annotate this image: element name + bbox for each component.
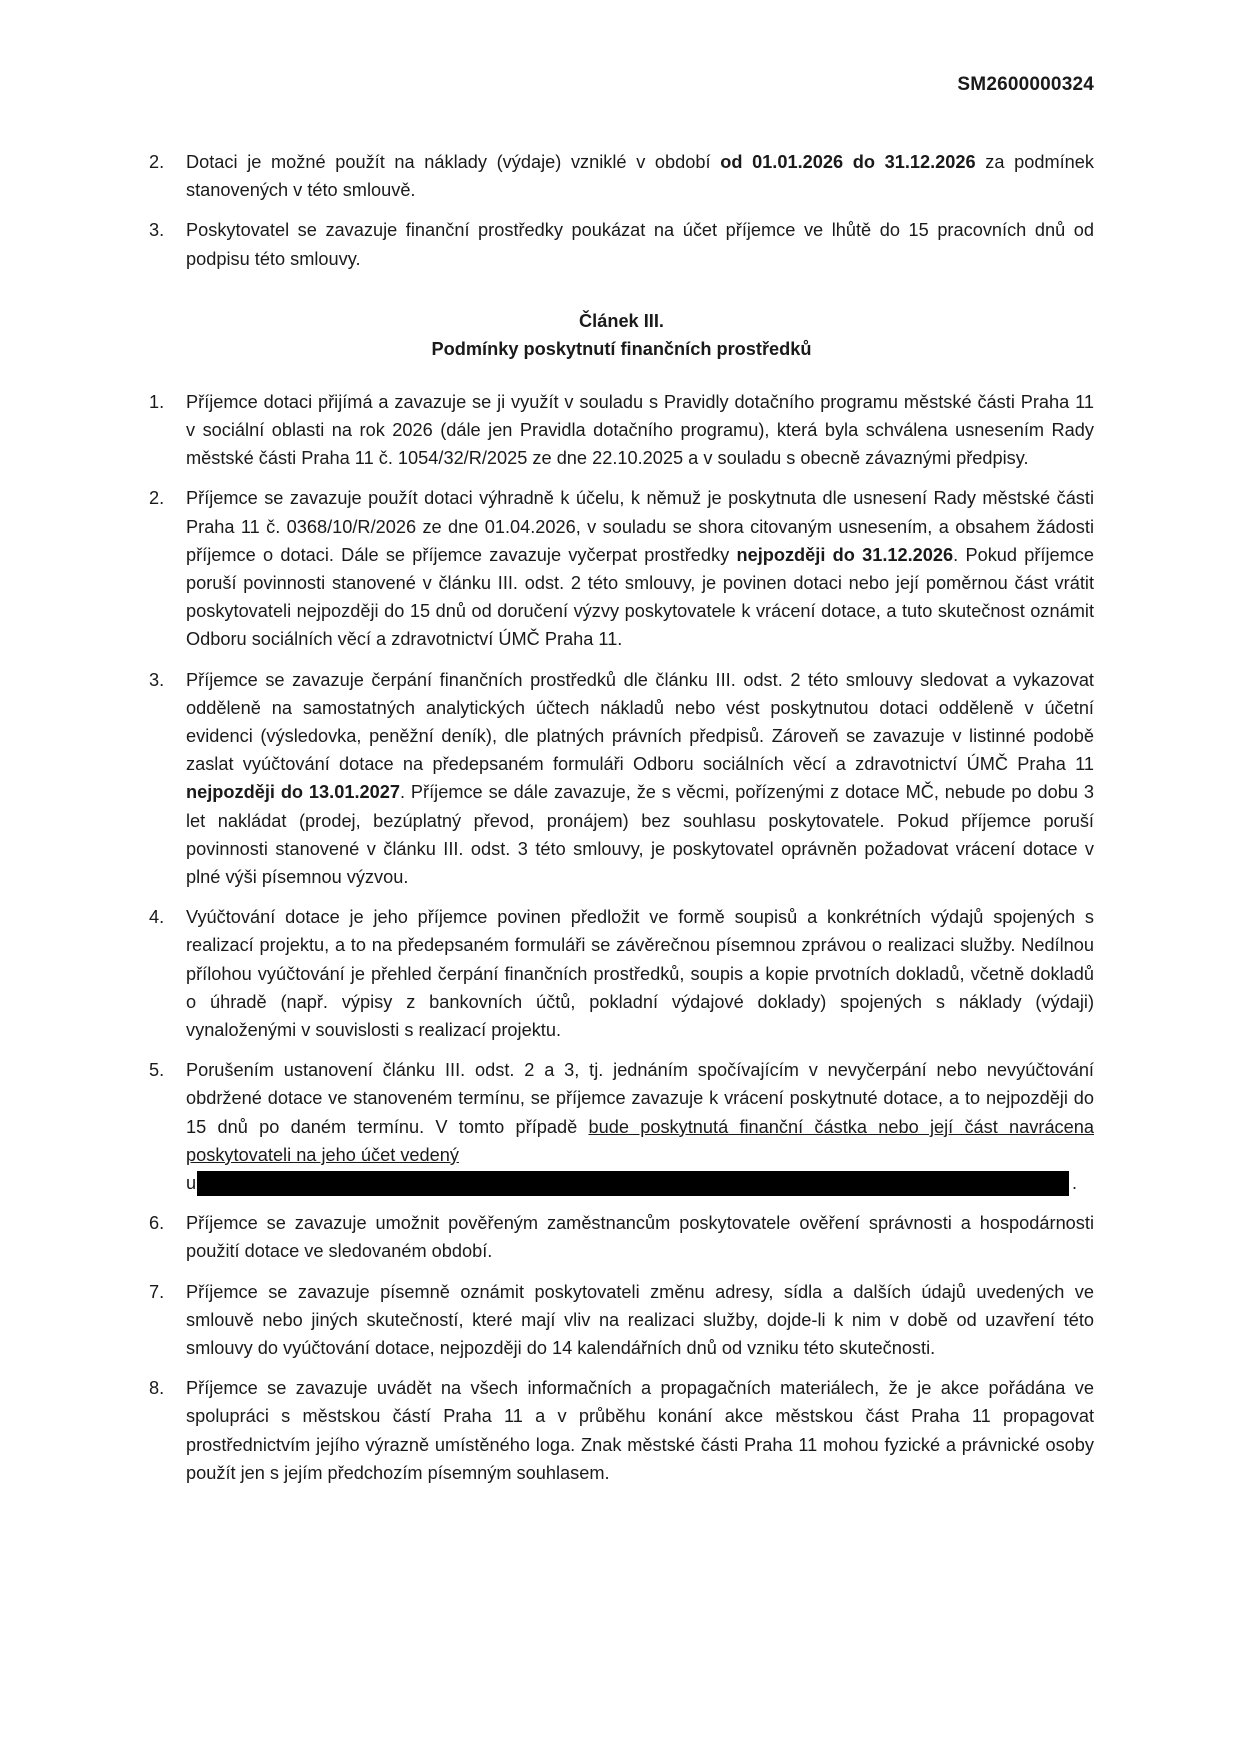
- deadline: nejpozději do 31.12.2026: [736, 544, 954, 565]
- redacted-line: u .: [186, 1169, 1094, 1197]
- date-range: od 01.01.2026 do 31.12.2026: [720, 152, 976, 172]
- item-text: Příjemce se zavazuje písemně oznámit poskytovateli změnu adresy, sídla a dalších údajů uvedených ve smlouvě nebo jiných skutečností, které mají vliv na realizaci služby, dojde-li k nim v době od uzavření této smlouvy do vyúčtování dotace, nejpozději do 14 kalendářních dnů od vzniku této skutečnosti.: [186, 1281, 1094, 1358]
- list-item: [149, 388, 1094, 473]
- list-item: [149, 1374, 1094, 1487]
- item-text: Příjemce se zavazuje uvádět na všech informačních a propagačních materiálech, že je akce pořádána ve spolupráci s městskou částí Praha 11 a v průběhu konání akce městskou část Praha 11 propagovat prostřednictvím jejího výrazně umístěného loga. Znak městské části Praha 11 mohou fyzické a právnické osoby použít jen s jejím předchozím písemným souhlasem.: [186, 1378, 1094, 1483]
- item-number: 2.: [149, 152, 165, 172]
- item-text: Porušením ustanovení článku III. odst. 2 a 3, tj. jednáním spočívajícím v nevyčerpání nebo nevyúčtování obdržené dotace ve stanoveném termínu, se příjemce zavazuje k vrácení poskytnuté dotace, a to nejpozději do 15 dnů po daném termínu. V tomto případě bude poskytnutá finanční částka nebo její část navrácena poskytovateli na jeho účet vedený: [186, 1060, 1094, 1165]
- item-text: Příjemce se zavazuje umožnit pověřeným zaměstnancům poskytovatele ověření správnosti a hospodárnosti použití dotace ve sledovaném období.: [186, 1213, 1094, 1262]
- item-number: 6.: [149, 1213, 165, 1234]
- item-number: 1.: [149, 391, 165, 412]
- list-item: [149, 1056, 1094, 1197]
- item-text: Dotaci je možné použít na náklady (výdaje) vzniklé v období od 01.01.2026 do 31.12.2026 za podmínek stanovených v této smlouvě.: [186, 152, 1095, 201]
- document-id: SM2600000324: [957, 74, 1094, 95]
- item-text: Příjemce dotaci přijímá a zavazuje se ji využít v souladu s Pravidly dotačního programu městské části Praha 11 v sociální oblasti na rok 2026 (dále jen Pravidla dotačního programu), která byla schválena usnesením Rady městské části Praha 11 č. 1054/32/R/2025 ze dne 22.10.2025 a v souladu s obecně závaznými předpisy.: [186, 391, 1094, 469]
- underlined-text: bude poskytnutá finanční částka nebo její část navrácena poskytovateli na jeho účet vedený: [186, 1116, 1094, 1165]
- item-number: 8.: [149, 1378, 165, 1399]
- deadline: nejpozději do 13.01.2027: [186, 782, 400, 803]
- item-text: Příjemce se zavazuje použít dotaci výhradně k účelu, k němuž je poskytnuta dle usnesení Rady městské části Praha 11 č. 0368/10/R/2026 ze dne 01.04.2026, v souladu se shora citovaným usnesením, a obsahem žádosti příjemce o dotaci. Dále se příjemce zavazuje vyčerpat prostředky nejpozději do 31.12.2026. Pokud příjemce poruší povinnosti stanovené v článku III. odst. 2 této smlouvy, je povinen dotaci nebo její poměrnou část vrátit poskytovateli nejpozději do 15 dnů od doručení výzvy poskytovatele k vrácení dotace, a tuto skutečnost oznámit Odboru sociálních věcí a zdravotnictví ÚMČ Praha 11.: [186, 488, 1095, 650]
- item-number: 3.: [149, 669, 165, 690]
- redaction-bar: [197, 1171, 1069, 1196]
- list-item: [149, 148, 1094, 204]
- article-title: Článek III.: [579, 310, 664, 331]
- item-number: 4.: [149, 907, 165, 928]
- list-item: [149, 666, 1094, 892]
- list-item: [149, 903, 1094, 1044]
- item-number: 5.: [149, 1060, 165, 1081]
- item-number: 2.: [149, 488, 165, 509]
- item-number: 7.: [149, 1281, 165, 1302]
- list-item: [149, 216, 1094, 272]
- item-number: 3.: [149, 220, 165, 241]
- list-item: [149, 1209, 1094, 1265]
- item-text: Poskytovatel se zavazuje finanční prostředky poukázat na účet příjemce ve lhůtě do 15 pracovních dnů od podpisu této smlouvy.: [186, 220, 1094, 269]
- document-body: [149, 148, 1094, 1499]
- item-text: Vyúčtování dotace je jeho příjemce povinen předložit ve formě soupisů a konkrétních výdajů spojených s realizací projektu, a to na předepsaném formuláři se závěrečnou písemnou zprávou o realizaci služby. Nedílnou přílohou vyúčtování je přehled čerpání finančních prostředků, soupis a kopie prvotních dokladů, včetně dokladů o úhradě (např. výpisy z bankovních účtů, pokladní výdajové doklady) spojených s náklady (výdaji) vynaloženými v souvislosti s realizací projektu.: [186, 907, 1094, 1041]
- article-heading: [149, 307, 1094, 363]
- list-item: [149, 484, 1094, 653]
- item-text: Příjemce se zavazuje čerpání finančních prostředků dle článku III. odst. 2 této smlouvy sledovat a vykazovat odděleně na samostatných analytických účtech nákladů nebo vést poskytnutou dotaci odděleně v účetní evidenci (výsledovka, peněžní deník), dle platných právních předpisů. Zároveň se zavazuje v listinné podobě zaslat vyúčtování dotace na předepsaném formuláři Odboru sociálních věcí a zdravotnictví ÚMČ Praha 11 nejpozději do 13.01.2027. Příjemce se dále zavazuje, že s věcmi, pořízenými z dotace MČ, nebude po dobu 3 let nakládat (prodej, bezúplatný převod, pronájem) bez souhlasu poskytovatele. Pokud příjemce poruší povinnosti stanovené v článku III. odst. 3 této smlouvy, je poskytovatel oprávněn požadovat vrácení dotace v plné výši písemnou výzvou.: [186, 669, 1094, 888]
- list-item: [149, 1278, 1094, 1363]
- article-subtitle: Podmínky poskytnutí finančních prostředků: [431, 338, 812, 359]
